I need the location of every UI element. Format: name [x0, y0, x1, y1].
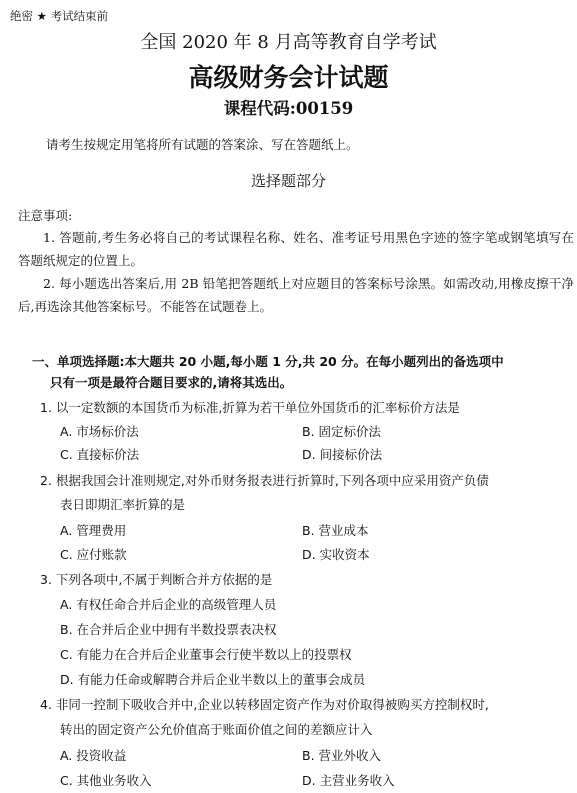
question-3-stem: 3. 下列各项中,不属于判断合并方依据的是 [40, 572, 273, 587]
question-4-stem-line1: 4. 非同一控制下吸收合并中,企业以转移固定资产作为对价取得被购买方控制权时, [40, 697, 489, 712]
notes-label: 注意事项: [18, 208, 73, 223]
question-4-stem-line2: 转出的固定资产公允价值高于账面价值之间的差额应计入 [60, 722, 373, 737]
question-3-option-b: B. 在合并后企业中拥有半数投票表决权 [60, 622, 277, 637]
question-4-option-a: A. 投资收益 [60, 748, 127, 763]
question-1-stem: 1. 以一定数额的本国货币为标准,折算为若干单位外国货币的汇率标价方法是 [40, 400, 460, 415]
question-1-option-c: C. 直接标价法 [60, 447, 140, 462]
question-2-option-a: A. 管理费用 [60, 523, 127, 538]
exam-title: 高级财务会计试题 [188, 63, 389, 92]
question-2-stem-line1: 2. 根据我国会计准则规定,对外币财务报表进行折算时,下列各项中应采用资产负债 [40, 473, 489, 488]
question-2-option-d: D. 实收资本 [302, 547, 370, 562]
question-3-option-c: C. 有能力在合并后企业董事会行使半数以上的投票权 [60, 647, 352, 662]
confidential-note: 绝密 ★ 考试结束前 [10, 9, 109, 23]
exam-line: 全国 2020 年 8 月高等教育自学考试 [140, 32, 437, 53]
note-item-2: 2. 每小题选出答案后,用 2B 铅笔把答题纸上对应题目的答案标号涂黑。如需改动,用橡皮擦干净后,再选涂其他答案标号。不能答在试题卷上。 [18, 276, 574, 314]
course-code: 课程代码:00159 [223, 99, 354, 118]
question-4-option-b: B. 营业外收入 [302, 748, 382, 763]
question-2-option-c: C. 应付账款 [60, 547, 127, 562]
question-1-option-b: B. 固定标价法 [302, 424, 382, 439]
question-2-stem-line2: 表日即期汇率折算的是 [60, 497, 186, 512]
question-3-option-a: A. 有权任命合并后企业的高级管理人员 [60, 597, 277, 612]
part1-heading-line1: 一、单项选择题:本大题共 20 小题,每小题 1 分,共 20 分。在每小题列出的备选项中 [32, 354, 504, 369]
answer-instruction: 请考生按规定用笔将所有试题的答案涂、写在答题纸上。 [46, 137, 359, 152]
question-4-option-c: C. 其他业务收入 [60, 773, 152, 788]
question-1-option-a: A. 市场标价法 [60, 424, 139, 439]
note-item-1: 1. 答题前,考生务必将自己的考试课程名称、姓名、准考证号用黑色字迹的签字笔或钢笔填写在答题纸规定的位置上。 [18, 230, 574, 268]
question-1-option-d: D. 间接标价法 [302, 447, 383, 462]
question-3-option-d: D. 有能力任命或解聘合并后企业半数以上的董事会成员 [60, 672, 366, 687]
section-title: 选择题部分 [250, 172, 326, 190]
part1-heading-line2: 只有一项是最符合题目要求的,请将其选出。 [50, 375, 293, 390]
question-2-option-b: B. 营业成本 [302, 523, 369, 538]
question-4-option-d: D. 主营业务收入 [302, 773, 395, 788]
